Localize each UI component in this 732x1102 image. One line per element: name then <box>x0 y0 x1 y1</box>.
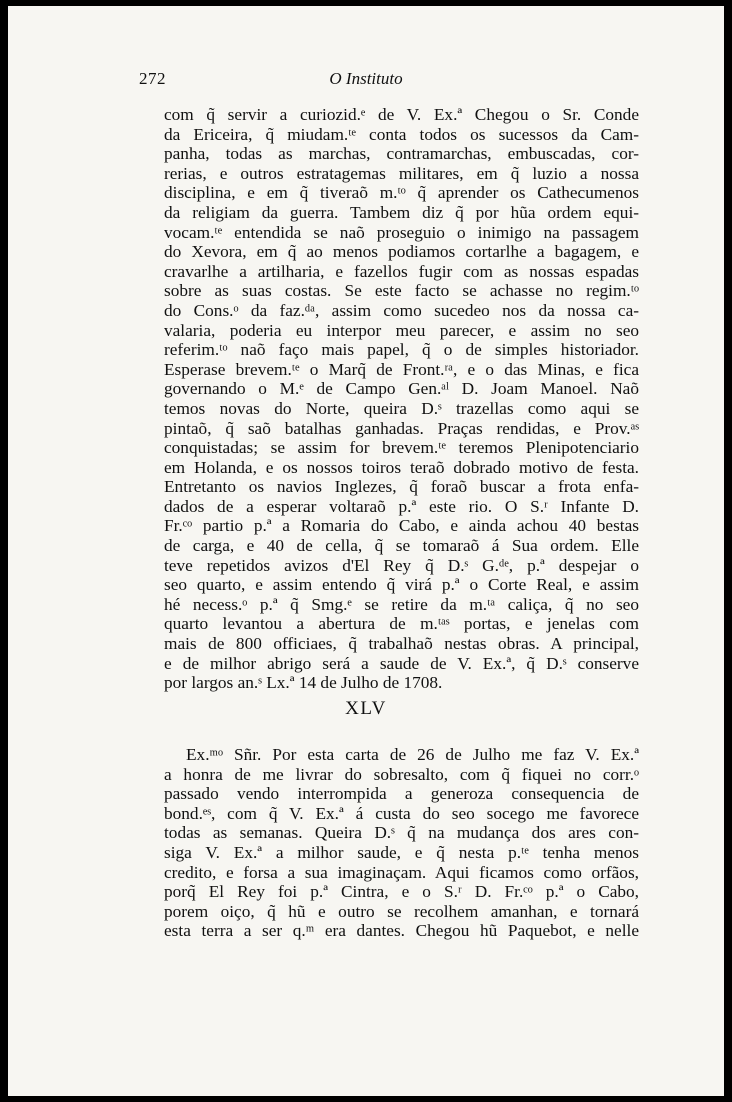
running-head <box>8 69 724 93</box>
text-line: do Cons.ᵒ da faz.ᵈᵃ, assim como sucedeo nos da nossa ca- <box>164 300 639 320</box>
text-line: temos novas do Norte, queira D.ˢ trazellas como aqui se <box>164 398 639 418</box>
text-line: porq̃ El Rey foi p.ª Cintra, e o S.ʳ D. Fr.ᶜᵒ p.ª o Cabo, <box>164 882 639 902</box>
section-heading: XLV <box>345 698 387 719</box>
text-line: Esperase brevem.ᵗᵉ o Marq̃ de Front.ʳᵃ, e o das Minas, e fica <box>164 359 639 379</box>
text-line: de carga, e 40 de cella, q̃ se tomaraõ á Sua ordem. Elle <box>164 536 639 556</box>
book-page <box>8 6 724 1096</box>
text-line: referim.ᵗᵒ naõ faço mais papel, q̃ o de simples historiador. <box>164 340 639 360</box>
letter-1-body <box>164 105 639 693</box>
text-line: seo quarto, e assim entendo q̃ virá p.ª o Corte Real, e assim <box>164 575 639 595</box>
text-line: bond.ᵉˢ, com q̃ V. Ex.ª á custa do seo socego me favorece <box>164 803 639 823</box>
text-line: vocam.ᵗᵉ entendida se naõ proseguio o inimigo na passagem <box>164 222 639 242</box>
text-line: esta terra a ser q.ᵐ era dantes. Chegou hũ Paquebot, e nelle <box>164 921 639 941</box>
text-line: teve repetidos avizos d'El Rey q̃ D.ˢ G.ᵈᵉ, p.ª despejar o <box>164 555 639 575</box>
text-line-closing: por largos an.ˢ Lx.ª 14 de Julho de 1708. <box>164 673 443 693</box>
text-line: da religiam da guerra. Tambem diz q̃ por hũa ordem equi- <box>164 202 639 222</box>
text-line: passado vendo interrompida a generoza consequencia de <box>164 784 639 804</box>
text-line: conquistadas; se assim for brevem.ᵗᵉ teremos Plenipotenciario <box>164 438 639 458</box>
text-line-opening: Ex.ᵐᵒ Sñr. Por esta carta de 26 de Julho me faz V. Ex.ª <box>186 745 639 764</box>
text-line: todas as semanas. Queira D.ˢ q̃ na mudança dos ares con- <box>164 823 639 843</box>
text-line: quarto levantou a abertura de m.ᵗᵃˢ portas, e jenelas com <box>164 614 639 634</box>
text-line: do Xevora, em q̃ ao menos podiamos cortarlhe a bagagem, e <box>164 242 639 262</box>
text-line: hé necess.ᵒ p.ª q̃ Smg.ᵉ se retire da m.ᵗᵃ caliça, q̃ no seo <box>164 594 639 614</box>
text-line: siga V. Ex.ª a milhor saude, e q̃ nesta p.ᵗᵉ tenha menos <box>164 842 639 862</box>
text-line: panha, todas as marchas, contramarchas, embuscadas, cor- <box>164 144 639 164</box>
page-number: 272 <box>139 69 166 88</box>
text-line: dados de a esperar voltaraõ p.ª este rio. O S.ʳ Infante D. <box>164 496 639 516</box>
text-line: rerias, e outros estratagemas militares, em q̃ luzio a nossa <box>164 163 639 183</box>
text-line: governando o M.ᵉ de Campo Gen.ᵃˡ D. Joam Manoel. Naõ <box>164 379 639 399</box>
text-line: valaria, poderia eu interpor meu parecer, e assim no seo <box>164 320 639 340</box>
text-line: mais de 800 officiaes, q̃ trabalhaõ nestas obras. A principal, <box>164 634 639 654</box>
text-line: sobre as suas costas. Se este facto se achasse no regim.ᵗᵒ <box>164 281 639 301</box>
text-line: porem oiço, q̃ hũ e outro se recolhem amanhan, e tornará <box>164 901 639 921</box>
text-line: com q̃ servir a curiozid.ᵉ de V. Ex.ª Chegou o Sr. Conde <box>164 105 639 124</box>
text-line: em Holanda, e os nossos toiros teraõ dobrado motivo de festa. <box>164 457 639 477</box>
letter-2-body <box>164 745 639 941</box>
running-title: O Instituto <box>329 69 403 88</box>
text-line: disciplina, e em q̃ tiveraõ m.ᵗᵒ q̃ aprender os Cathecumenos <box>164 183 639 203</box>
text-line: Entretanto os navios Inglezes, q̃ foraõ buscar a frota enfa- <box>164 477 639 497</box>
text-line: da Ericeira, q̃ miudam.ᵗᵉ conta todos os sucessos da Cam- <box>164 124 639 144</box>
text-line: Fr.ᶜᵒ partio p.ª a Romaria do Cabo, e ainda achou 40 bestas <box>164 516 639 536</box>
text-line: cravarlhe a artilharia, e fazellos fugir com as nossas espadas <box>164 261 639 281</box>
text-line: pintaõ, q̃ saõ batalhas ganhadas. Praças rendidas, e Prov.ᵃˢ <box>164 418 639 438</box>
text-line: credito, e forsa a sua imaginaçam. Aqui ficamos como orfãos, <box>164 862 639 882</box>
text-line: e de milhor abrigo será a saude de V. Ex.ª, q̃ D.ˢ conserve <box>164 653 639 673</box>
text-line: a honra de me livrar do sobresalto, com q̃ fiquei no corr.ᵒ <box>164 764 639 784</box>
